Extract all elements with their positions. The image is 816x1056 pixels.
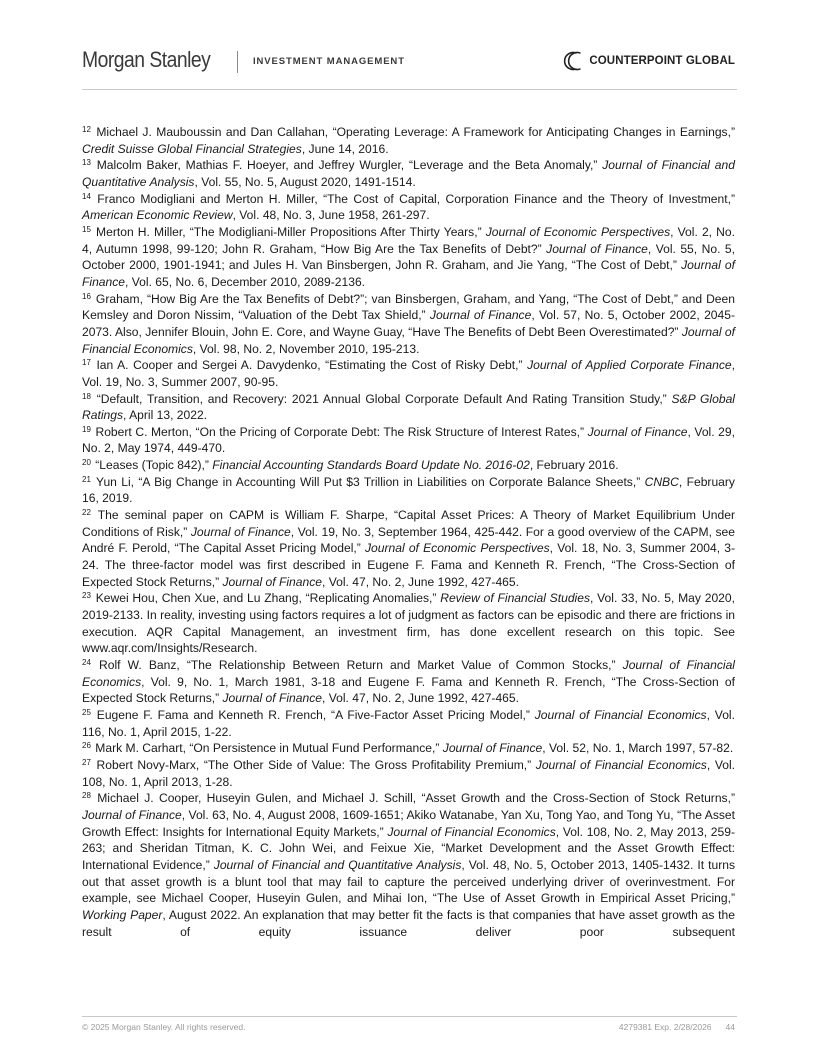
citation-text: Merton H. Miller, “The Modigliani-Miller Propositions After Thirty Years,”	[96, 224, 486, 239]
footnote-27	[82, 757, 735, 790]
footnote-number: 20	[82, 458, 91, 468]
footnote-22	[82, 507, 735, 590]
citation-text: Michael J. Mauboussin and Dan Callahan, “Operating Leverage: A Framework for Anticipating Changes in Earnings,”	[96, 125, 735, 139]
citation-text: Graham, “How Big Are the Tax Benefits of Debt?”; van Binsbergen, Graham, and Yang, “The Cost of Debt,” and Deen Kemsley and Doron Nissim, “Valuation of the Debt Tax Shield,”	[82, 291, 735, 323]
citation-text: , Vol. 33, No. 5, May 2020, 2019-2133. In reality, investing using factors requires a lot of judgment as factors can be episodic and there are frictions in execution. AQR Capital Management, an investment firm, has done excellent research on this topic. See www.aqr.com/Insights/Research.	[82, 591, 735, 656]
publication-title: Journal of Finance	[82, 258, 735, 289]
citation-text: , Vol. 55, No. 5, August 2020, 1491-1514.	[194, 174, 416, 189]
publication-title: Journal of Financial Economics	[535, 757, 707, 772]
citation-text: Malcolm Baker, Mathias F. Hoeyer, and Jeffrey Wurgler, “Leverage and the Beta Anomaly,”	[96, 158, 603, 173]
footnote-number: 17	[82, 358, 91, 368]
publication-title: Journal of Finance	[190, 524, 291, 539]
footnote-number: 28	[82, 791, 91, 801]
footnote-15	[82, 224, 735, 291]
citation-text: , Vol. 47, No. 2, June 1992, 427-465.	[321, 574, 519, 589]
publication-title: Journal of Financial and Quantitative Analysis	[213, 857, 462, 872]
citation-text: , Vol. 116, No. 1, April 2015, 1-22.	[82, 707, 735, 739]
publication-title: Journal of Economic Perspectives	[364, 541, 550, 556]
counterpoint-global-logo	[561, 50, 735, 72]
footnote-24	[82, 657, 735, 707]
morgan-stanley-logo: Morgan Stanley	[82, 47, 211, 72]
publication-title: Journal of Finance	[546, 241, 648, 256]
citation-text: , Vol. 108, No. 2, May 2013, 259-263; and Sheridan Titman, K. C. John Wei, and Feixue Xie, “Market Development and the Asset Growth Effect: International Evidence,”	[82, 824, 735, 872]
footer-rule	[82, 1016, 737, 1017]
document-id: 4279381 Exp. 2/28/2026	[618, 1022, 712, 1032]
publication-title: CNBC	[644, 474, 679, 489]
footnote-28	[82, 790, 735, 940]
citation-text: Michael J. Cooper, Huseyin Gulen, and Michael J. Schill, “Asset Growth and the Cross-Section of Stock Returns,”	[97, 791, 735, 806]
citation-text: “Default, Transition, and Recovery: 2021 Annual Global Corporate Default And Rating Transition Study,”	[96, 391, 672, 406]
citation-text: The seminal paper on CAPM is William F. Sharpe, “Capital Asset Prices: A Theory of Market Equilibrium Under Conditions of Risk,”	[82, 508, 735, 539]
citation-text: , Vol. 48, No. 3, June 1958, 261-297.	[232, 208, 430, 223]
footnote-26	[82, 740, 735, 757]
publication-title: Journal of Finance	[222, 574, 322, 589]
citation-text: , Vol. 55, No. 5, October 2000, 1901-1941; and Jules H. Van Binsbergen, John R. Graham, and Jie Yang, “The Cost of Debt,”	[82, 241, 735, 273]
citation-text: Yun Li, “A Big Change in Accounting Will Put $3 Trillion in Liabilities on Corporate Balance Sheets,”	[96, 474, 645, 489]
footnote-23	[82, 590, 735, 657]
header-rule	[82, 89, 737, 90]
citation-text: Rolf W. Banz, “The Relationship Between Return and Market Value of Common Stocks,”	[99, 658, 623, 672]
footnote-number: 23	[82, 591, 91, 601]
citation-text: Ian A. Cooper and Sergei A. Davydenko, “Estimating the Cost of Risky Debt,”	[96, 358, 528, 373]
publication-title: Journal of Economic Perspectives	[485, 224, 671, 239]
publication-title: Journal of Financial Economics	[387, 824, 556, 839]
footnote-number: 27	[82, 757, 91, 767]
citation-text: Robert Novy-Marx, “The Other Side of Value: The Gross Profitability Premium,”	[96, 757, 536, 772]
counterpoint-c-logo-icon	[561, 50, 585, 72]
footnote-18	[82, 391, 735, 424]
page-number: 44	[725, 1022, 735, 1032]
citation-text: , February 2016.	[529, 458, 619, 473]
publication-title: American Economic Review	[82, 208, 233, 223]
citation-text: , Vol. 19, No. 3, September 1964, 425-442. For a good overview of the CAPM, see André F. Perold, “The Capital Asset Pricing Model,”	[82, 524, 735, 556]
citation-text: , Vol. 57, No. 5, October 2002, 2045-2073. Also, Jennifer Blouin, John E. Core, and Wayne Guay, “Have The Benefits of Debt Been Overestimated?”	[82, 308, 736, 339]
footnotes-list	[82, 124, 735, 940]
citation-text: , Vol. 65, No. 6, December 2010, 2089-2136.	[125, 274, 366, 289]
publication-title: Working Paper	[82, 907, 163, 922]
footnote-25	[82, 707, 735, 740]
division-label: INVESTMENT MANAGEMENT	[253, 56, 405, 67]
footnote-number: 16	[82, 291, 91, 301]
publication-title: Journal of Finance	[587, 424, 688, 439]
publication-title: Journal of Finance	[429, 308, 532, 323]
publication-title: Journal of Applied Corporate Finance	[527, 358, 732, 373]
footnote-number: 15	[82, 224, 91, 234]
citation-text: , Vol. 108, No. 1, April 2013, 1-28.	[82, 757, 735, 789]
citation-text: , Vol. 52, No. 1, March 1997, 57-82.	[542, 741, 734, 756]
citation-text: , Vol. 19, No. 3, Summer 2007, 90-95.	[82, 358, 736, 389]
footnote-13	[82, 157, 735, 190]
copyright-notice: © 2025 Morgan Stanley. All rights reserved.	[82, 1022, 246, 1032]
footnote-number: 25	[82, 707, 91, 717]
footnote-14	[82, 191, 735, 224]
citation-text: Robert C. Merton, “On the Pricing of Corporate Debt: The Risk Structure of Interest Rates,”	[95, 424, 588, 439]
header-divider	[237, 51, 238, 73]
citation-text: , April 13, 2022.	[123, 408, 208, 423]
citation-text: Mark M. Carhart, “On Persistence in Mutual Fund Performance,”	[95, 741, 443, 756]
publication-title: Financial Accounting Standards Board Update No. 2016-02	[212, 458, 530, 473]
citation-text: , June 14, 2016.	[301, 141, 389, 156]
publication-title: S&P Global Ratings	[82, 391, 735, 423]
footnote-21	[82, 474, 735, 507]
citation-text: Kewei Hou, Chen Xue, and Lu Zhang, “Replicating Anomalies,”	[95, 591, 441, 606]
citation-text: , February 16, 2019.	[82, 474, 735, 506]
citation-text: , August 2022. An explanation that may better fit the facts is that companies that have asset growth as the result of equity issuance deliver poor subsequent	[82, 907, 735, 939]
partner-name: COUNTERPOINT GLOBAL	[589, 55, 735, 67]
footnote-number: 26	[82, 741, 91, 751]
citation-text: , Vol. 47, No. 2, June 1992, 427-465.	[321, 691, 519, 706]
footnote-number: 14	[82, 191, 91, 201]
citation-text: , Vol. 29, No. 2, May 1974, 449-470.	[82, 424, 735, 456]
citation-text: , Vol. 63, No. 4, August 2008, 1609-1651; Akiko Watanabe, Yan Xu, Tong Yao, and Tong Yu, “The Asset Growth Effect: Insights for International Equity Markets,”	[82, 807, 735, 839]
footnote-16	[82, 291, 735, 358]
footnote-number: 12	[82, 125, 91, 134]
citation-text: , Vol. 9, No. 1, March 1981, 3-18 and Eugene F. Fama and Kenneth R. French, “The Cross-Section of Expected Stock Returns,”	[82, 674, 735, 706]
footnote-number: 21	[82, 474, 91, 484]
footnote-number: 13	[82, 158, 91, 168]
page-header	[82, 46, 735, 78]
publication-title: Journal of Financial Economics	[82, 658, 735, 689]
citation-text: , Vol. 18, No. 3, Summer 2004, 3-24. The three-factor model was first described in Eugene F. Fama and Kenneth R. French, “The Cross-Section of Expected Stock Returns,”	[82, 541, 736, 589]
citation-text: “Leases (Topic 842),”	[95, 458, 213, 473]
publication-title: Credit Suisse Global Financial Strategies	[82, 141, 302, 156]
citation-text: , Vol. 2, No. 4, Autumn 1998, 99-120; John R. Graham, “How Big Are the Tax Benefits of Debt?”	[82, 224, 735, 256]
citation-text: , Vol. 48, No. 5, October 2013, 1405-1432. It turns out that asset growth is a blunt tool that may fail to capture the perceived underlying driver of overinvestment. For example, see Michael Cooper, Huseyin Gulen, and Mihai Ion, “The Use of Asset Growth in Empirical Asset Pricing,”	[82, 857, 735, 906]
publication-title: Journal of Finance	[442, 741, 543, 756]
publication-title: Journal of Finance	[82, 807, 182, 822]
citation-text: Eugene F. Fama and Kenneth R. French, “A Five-Factor Asset Pricing Model,”	[96, 707, 535, 722]
footer-meta	[619, 1022, 735, 1032]
footnote-12	[82, 124, 735, 157]
publication-title: Journal of Financial and Quantitative Analysis	[82, 158, 735, 189]
footnote-19	[82, 424, 735, 457]
publication-title: Journal of Finance	[222, 691, 322, 706]
footnote-number: 22	[82, 508, 91, 518]
footnote-number: 24	[82, 658, 91, 667]
publication-title: Journal of Financial Economics	[82, 324, 735, 356]
publication-title: Review of Financial Studies	[440, 591, 591, 606]
footnote-number: 18	[82, 391, 91, 401]
publication-title: Journal of Financial Economics	[534, 707, 707, 722]
footnote-number: 19	[82, 424, 91, 434]
citation-text: , Vol. 98, No. 2, November 2010, 195-213.	[192, 341, 420, 356]
footnote-17	[82, 357, 735, 390]
citation-text: Franco Modigliani and Merton H. Miller, “The Cost of Capital, Corporation Finance and the Theory of Investment,”	[97, 191, 735, 206]
footnote-20	[82, 457, 735, 474]
